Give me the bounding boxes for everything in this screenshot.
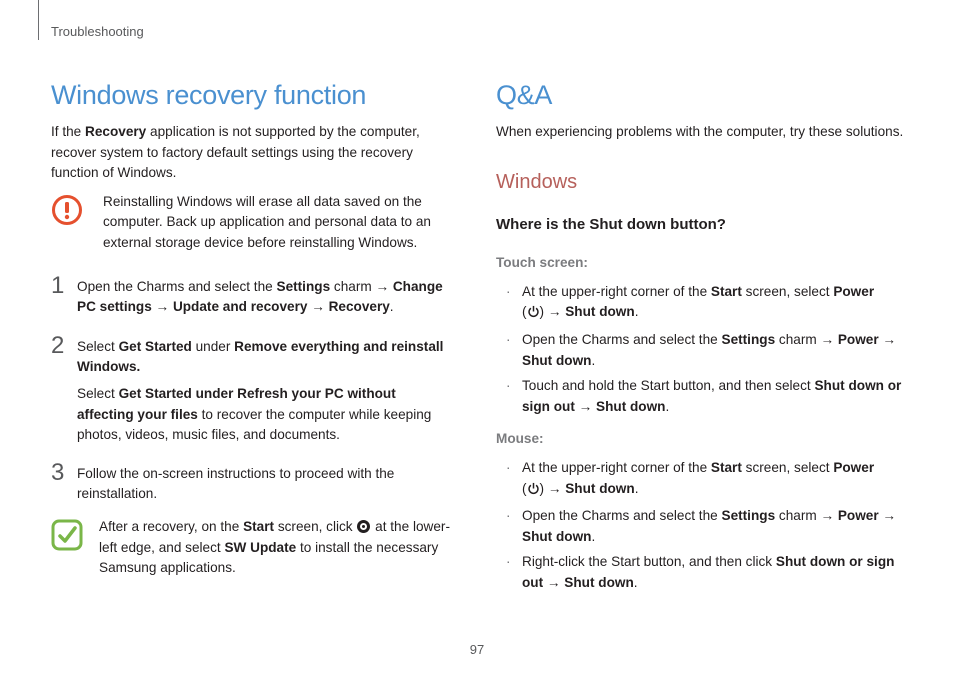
step-text: Select Get Started under Remove everything and reinstall Windows. (77, 338, 444, 375)
qa-title: Q&A (496, 80, 553, 110)
touch-screen-list (496, 282, 904, 418)
step-number: 2 (51, 331, 65, 359)
power-icon (527, 481, 540, 502)
section-title: Windows recovery function (51, 80, 367, 110)
warning-note (51, 192, 456, 254)
tip-text: After a recovery, on the Start screen, click at the lower-left edge, and select SW Update to install the necessary Samsung applications. (99, 518, 450, 576)
section-label: Troubleshooting (51, 24, 144, 39)
right-column (496, 78, 904, 594)
windows-subtitle: Windows (496, 170, 578, 193)
page-number: 97 (469, 642, 485, 657)
list-item: · At the upper-right corner of the Start screen, select Power ( ) → Shut down. (496, 282, 904, 325)
list-item: · Open the Charms and select the Settings charm → Power → Shut down. (506, 508, 896, 544)
step-text: Open the Charms and select the Settings charm → Change PC settings → Update and recovery → Recovery. (77, 278, 443, 315)
checkmark-tip-icon (51, 519, 83, 556)
tip-note (51, 517, 456, 579)
mouse-label: Mouse: (496, 431, 544, 447)
step-number: 3 (51, 458, 65, 486)
power-icon (527, 304, 540, 325)
left-column (51, 78, 456, 579)
list-item: · At the upper-right corner of the Start screen, select Power ( ) → Shut down. (496, 458, 904, 501)
question: Where is the Shut down button? (496, 215, 726, 233)
mouse-list (496, 458, 904, 594)
intro-paragraph: If the Recovery application is not supported by the computer, recover system to factory default settings using the recovery function of Windows. (51, 124, 420, 181)
step-3 (51, 458, 456, 505)
qa-intro: When experiencing problems with the computer, try these solutions. (496, 124, 904, 139)
step-text-continued: Select Get Started under Refresh your PC without affecting your files to recover the computer while keeping photos, videos, music files, and documents. (77, 385, 432, 443)
step-1 (51, 271, 456, 318)
down-arrow-button-icon (357, 520, 370, 533)
warning-text: Reinstalling Windows will erase all data saved on the computer. Back up application and personal data to an external storage device before reinstalling Windows. (103, 193, 431, 250)
step-2 (51, 331, 456, 446)
header-rule (38, 0, 39, 40)
warning-icon (51, 194, 83, 231)
step-text: Follow the on-screen instructions to proceed with the reinstallation. (77, 465, 395, 502)
list-item: · Right-click the Start button, and then click Shut down or sign out → Shut down. (506, 554, 895, 590)
touch-screen-label: Touch screen: (496, 255, 588, 271)
step-number: 1 (51, 271, 65, 299)
list-item: · Open the Charms and select the Settings charm → Power → Shut down. (506, 331, 896, 368)
list-item: · Touch and hold the Start button, and then select Shut down or sign out → Shut down. (506, 378, 902, 414)
